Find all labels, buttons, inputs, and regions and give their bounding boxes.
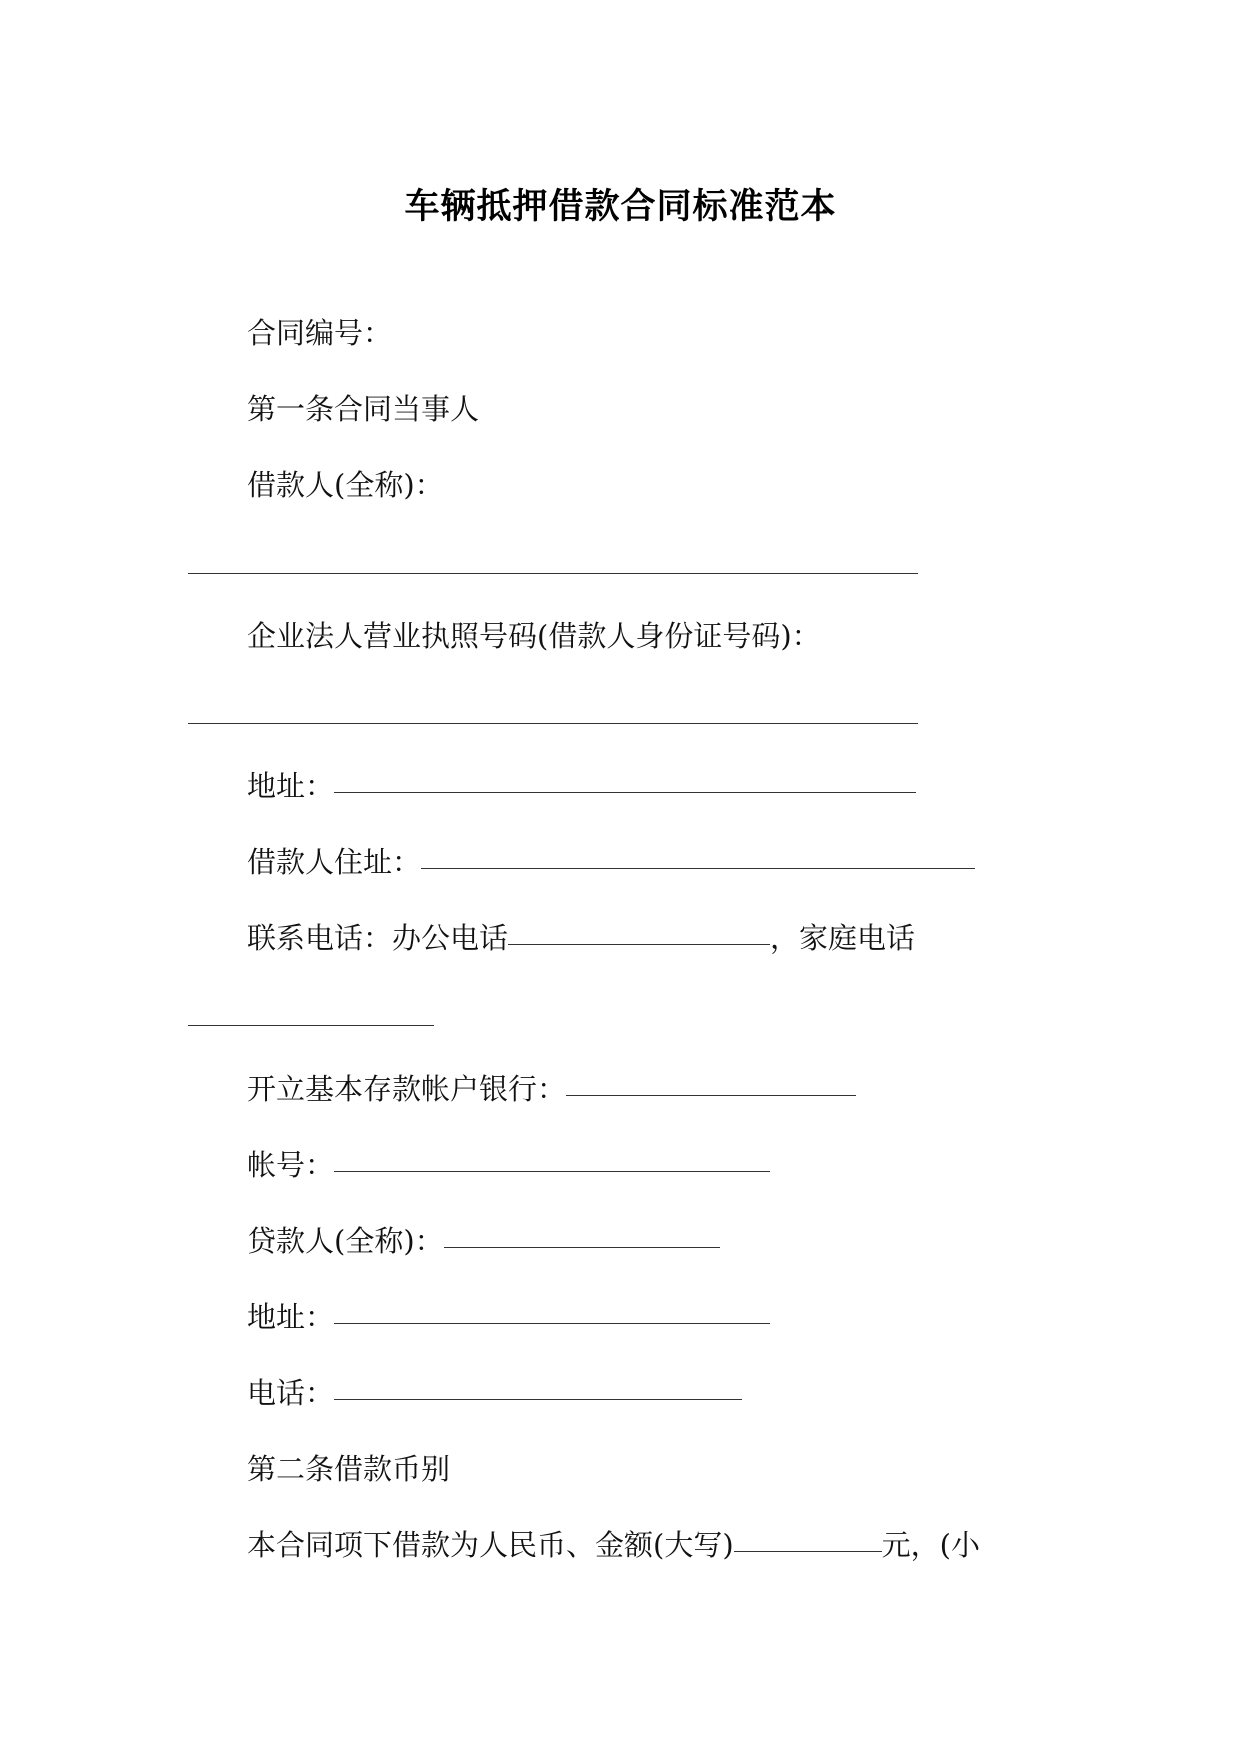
lender-name-label: 贷款人(全称)： xyxy=(247,1224,444,1258)
phone-office-label: 联系电话：办公电话 xyxy=(247,921,509,955)
borrower-address-label: 地址： xyxy=(247,769,335,803)
lender-phone-line xyxy=(247,1373,742,1413)
loan-amount-suffix: 元，(小 xyxy=(881,1528,980,1562)
license-number-blank[interactable] xyxy=(188,723,918,724)
lender-phone-label: 电话： xyxy=(247,1376,335,1410)
account-blank[interactable] xyxy=(334,1171,770,1172)
borrower-name-label: 借款人(全称)： xyxy=(247,468,444,502)
lender-address-label: 地址： xyxy=(247,1300,335,1334)
loan-amount-blank[interactable] xyxy=(734,1551,882,1552)
account-label: 帐号： xyxy=(247,1148,335,1182)
loan-amount-label: 本合同项下借款为人民币、金额(大写) xyxy=(247,1528,734,1562)
borrower-name-blank[interactable] xyxy=(188,573,918,574)
article-1-heading: 第一条合同当事人 xyxy=(247,392,480,426)
lender-name-blank[interactable] xyxy=(444,1247,720,1248)
article-2-heading: 第二条借款币别 xyxy=(247,1452,451,1486)
borrower-residence-label: 借款人住址： xyxy=(247,845,422,879)
office-phone-blank[interactable] xyxy=(508,944,770,945)
lender-address-line xyxy=(247,1297,770,1337)
contract-number-label: 合同编号： xyxy=(247,316,393,350)
license-number-label: 企业法人营业执照号码(借款人身份证号码)： xyxy=(247,619,821,653)
borrower-address-blank[interactable] xyxy=(334,792,916,793)
borrower-residence-blank[interactable] xyxy=(421,868,975,869)
home-phone-blank[interactable] xyxy=(188,1025,434,1026)
lender-name-line xyxy=(247,1221,720,1261)
loan-amount-line xyxy=(247,1525,980,1565)
borrower-address-line xyxy=(247,766,916,806)
document-title: 车辆抵押借款合同标准范本 xyxy=(404,186,837,227)
lender-address-blank[interactable] xyxy=(334,1323,770,1324)
bank-blank[interactable] xyxy=(566,1095,856,1096)
borrower-residence-line xyxy=(247,842,975,882)
phone-line xyxy=(247,918,915,958)
bank-line xyxy=(247,1069,856,1109)
account-line xyxy=(247,1145,770,1185)
lender-phone-blank[interactable] xyxy=(334,1399,742,1400)
bank-label: 开立基本存款帐户银行： xyxy=(247,1072,567,1106)
phone-home-label: ，家庭电话 xyxy=(770,921,916,955)
